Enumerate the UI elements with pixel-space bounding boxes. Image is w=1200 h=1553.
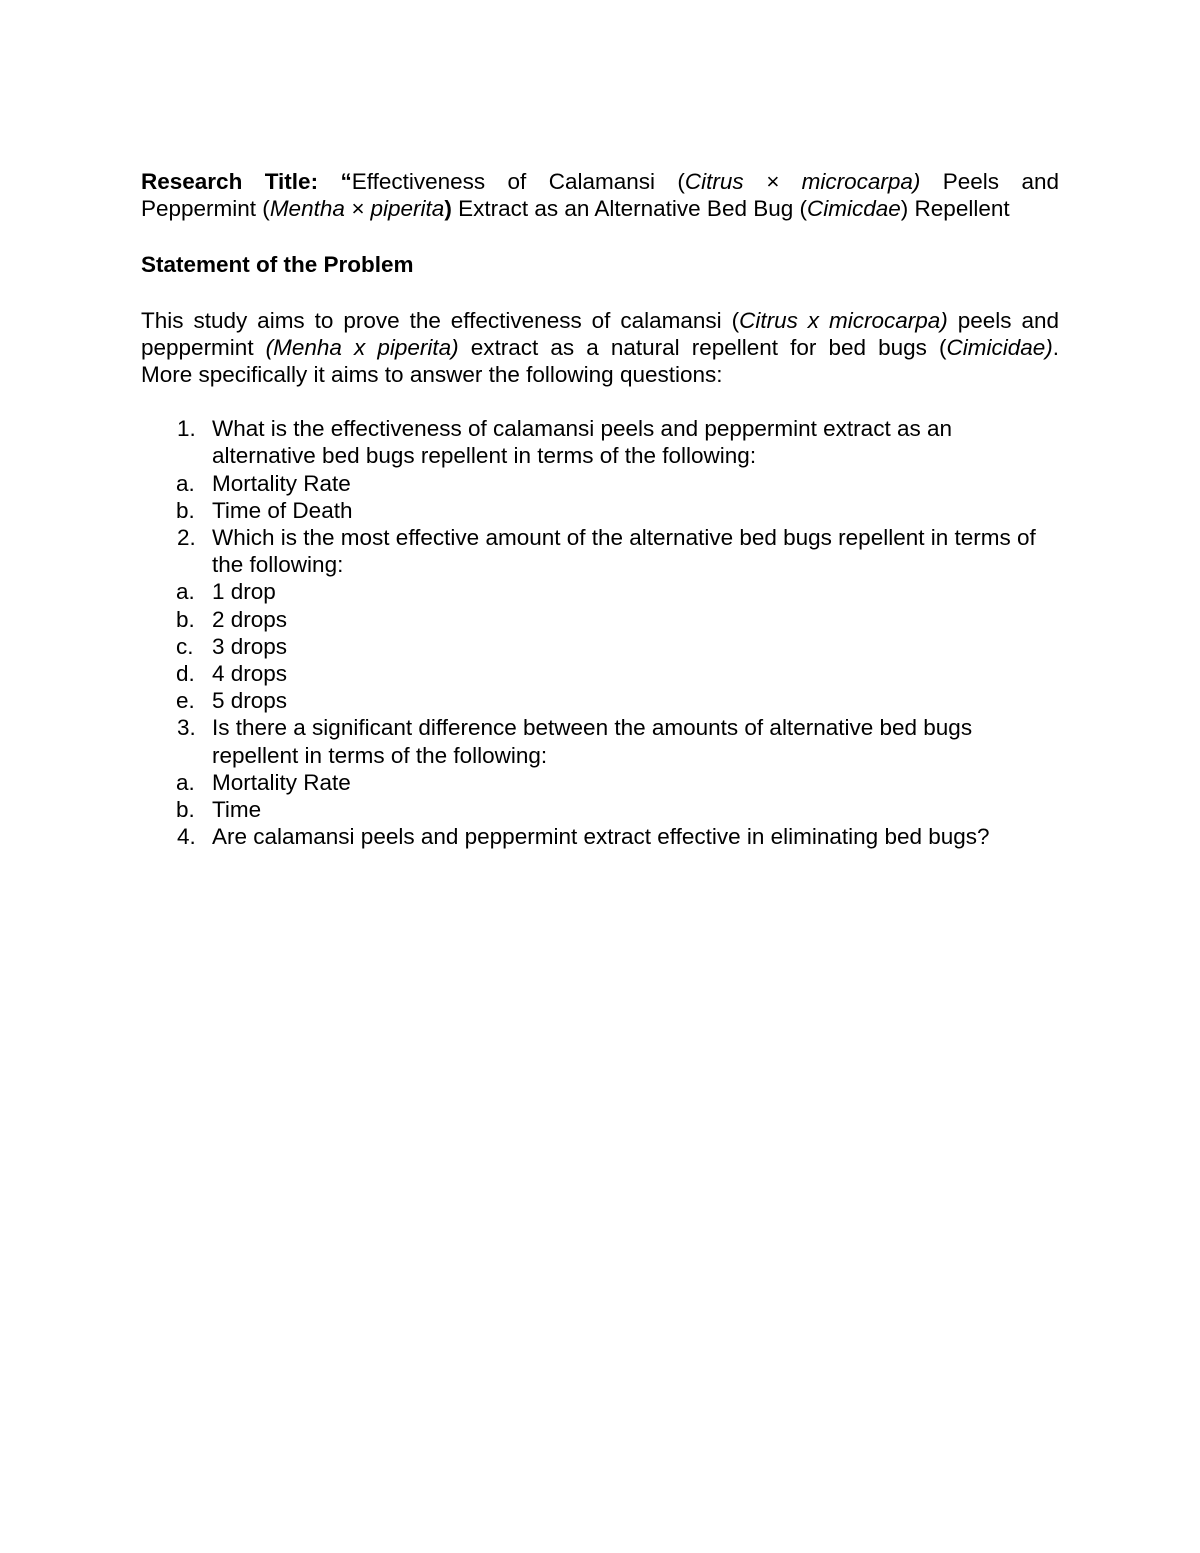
sub-item	[141, 606, 1059, 633]
intro-text: extract as a natural repellent for bed bugs (	[458, 334, 947, 360]
sub-list	[141, 470, 1059, 524]
sub-label: c.	[176, 633, 194, 659]
scientific-name-peppermint: Mentha × piperita	[269, 196, 445, 222]
title-bold-paren: )	[444, 196, 452, 222]
research-title	[141, 168, 1059, 222]
sub-text: Time of Death	[212, 497, 353, 523]
sub-text: Mortality Rate	[212, 769, 351, 795]
question-number: 3.	[177, 715, 196, 741]
sub-list	[141, 578, 1059, 714]
sub-item	[141, 497, 1059, 524]
question-item	[141, 823, 1059, 850]
question-number: 2.	[177, 525, 196, 551]
question-number: 1.	[177, 416, 196, 442]
question-text: What is the effectiveness of calamansi peels and peppermint extract as an alternative bed bugs repellent in terms of the following:	[212, 416, 952, 469]
question-text: Are calamansi peels and peppermint extract effective in eliminating bed bugs?	[212, 824, 990, 850]
intro-text: .	[1052, 334, 1059, 360]
title-text: Extract as an Alternative Bed Bug (	[451, 196, 808, 222]
document-page	[141, 168, 1059, 850]
research-title-line-2	[141, 195, 1059, 222]
sub-text: Time	[212, 797, 262, 823]
sub-text: 2 drops	[212, 606, 288, 632]
research-title-open-quote: “	[340, 169, 352, 194]
sub-label: e.	[176, 688, 195, 714]
question-text: Is there a significant difference between the amounts of alternative bed bugs repellent in terms of the following:	[212, 715, 973, 768]
sub-item	[141, 578, 1059, 605]
sub-item	[141, 769, 1059, 796]
intro-paragraph	[141, 307, 1059, 389]
intro-text: This study aims to prove the effectiveness of calamansi (	[141, 307, 740, 333]
sub-item	[141, 470, 1059, 497]
sub-item	[141, 687, 1059, 714]
sub-text: 3 drops	[212, 633, 288, 659]
sub-label: b.	[176, 606, 195, 632]
intro-scientific-name: (Menha x piperita)	[265, 334, 459, 360]
sub-label: d.	[176, 661, 195, 687]
research-title-label: Research Title:	[141, 169, 319, 194]
intro-line-3: More specifically it aims to answer the following questions:	[141, 362, 723, 388]
intro-text: peels and	[947, 307, 1059, 333]
sub-item	[141, 633, 1059, 660]
intro-line-1	[141, 307, 1059, 334]
sub-text: 5 drops	[212, 688, 288, 714]
title-text: Peels and	[920, 169, 1060, 194]
intro-text: peppermint	[141, 334, 266, 360]
sub-label: a.	[176, 579, 195, 605]
title-text: Peppermint (	[141, 196, 270, 222]
sub-label: a.	[176, 470, 195, 496]
question-item	[141, 524, 1059, 714]
sub-list	[141, 769, 1059, 823]
research-title-line-1	[141, 168, 1059, 195]
title-text: Effectiveness of Calamansi (	[351, 169, 685, 194]
title-text: ) Repellent	[900, 196, 1010, 222]
sub-label: a.	[176, 769, 195, 795]
intro-scientific-name: Cimicidae)	[946, 334, 1053, 360]
sub-item	[141, 796, 1059, 823]
question-item	[141, 714, 1059, 823]
section-heading: Statement of the Problem	[141, 252, 414, 278]
sub-text: Mortality Rate	[212, 470, 351, 496]
question-text: Which is the most effective amount of the alternative bed bugs repellent in terms of the following:	[212, 525, 1036, 578]
intro-scientific-name: Citrus x microcarpa)	[739, 307, 948, 333]
questions-list	[141, 415, 1059, 850]
sub-label: b.	[176, 497, 195, 523]
question-number: 4.	[177, 824, 196, 850]
sub-text: 1 drop	[212, 579, 276, 605]
scientific-name-calamansi: Citrus × microcarpa)	[684, 169, 921, 194]
intro-line-2	[141, 334, 1059, 361]
scientific-name-bed-bug: Cimicdae	[807, 196, 901, 222]
sub-text: 4 drops	[212, 661, 288, 687]
sub-item	[141, 660, 1059, 687]
question-item	[141, 415, 1059, 524]
sub-label: b.	[176, 797, 195, 823]
